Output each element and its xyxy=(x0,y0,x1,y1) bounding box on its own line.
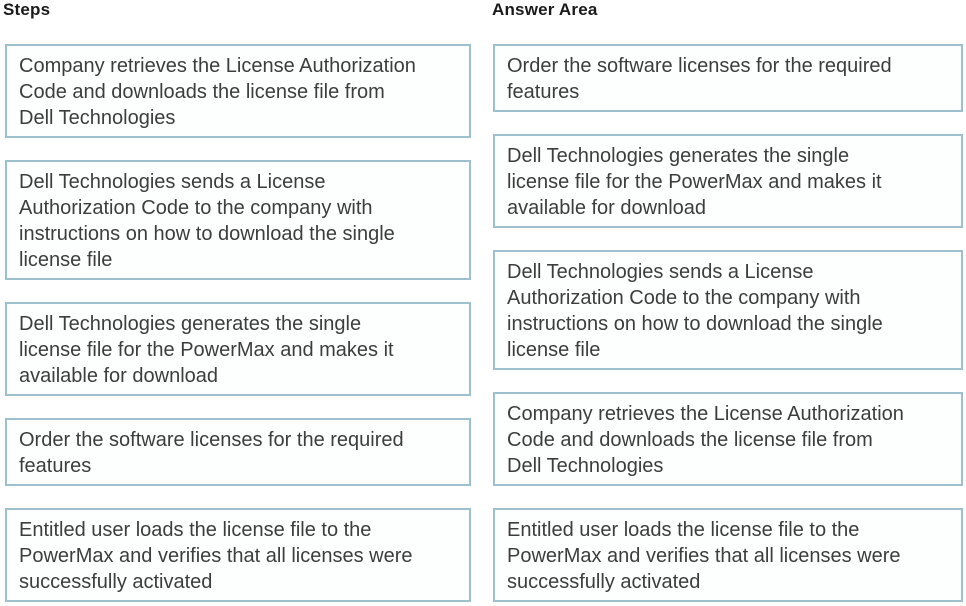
answer-area-column xyxy=(493,44,963,602)
step-card[interactable]: Dell Technologies generates the single license file for the PowerMax and makes it available for download xyxy=(5,302,471,396)
step-card[interactable]: Order the software licenses for the required features xyxy=(5,418,471,486)
steps-column-title: Steps xyxy=(3,0,51,19)
answer-area-column-title: Answer Area xyxy=(492,0,598,19)
step-card[interactable]: Dell Technologies sends a License Authorization Code to the company with instructions on how to download the single license file xyxy=(5,160,471,280)
answer-slot-card[interactable]: Order the software licenses for the required features xyxy=(493,44,963,112)
answer-slot-card[interactable]: Entitled user loads the license file to the PowerMax and verifies that all licenses were successfully activated xyxy=(493,508,963,602)
answer-slot-card[interactable]: Dell Technologies generates the single license file for the PowerMax and makes it available for download xyxy=(493,134,963,228)
steps-column xyxy=(5,44,471,602)
answer-slot-card[interactable]: Dell Technologies sends a License Authorization Code to the company with instructions on how to download the single license file xyxy=(493,250,963,370)
answer-slot-card[interactable]: Company retrieves the License Authorization Code and downloads the license file from Dell Technologies xyxy=(493,392,963,486)
step-card[interactable]: Entitled user loads the license file to the PowerMax and verifies that all licenses were successfully activated xyxy=(5,508,471,602)
step-card[interactable]: Company retrieves the License Authorization Code and downloads the license file from Dell Technologies xyxy=(5,44,471,138)
